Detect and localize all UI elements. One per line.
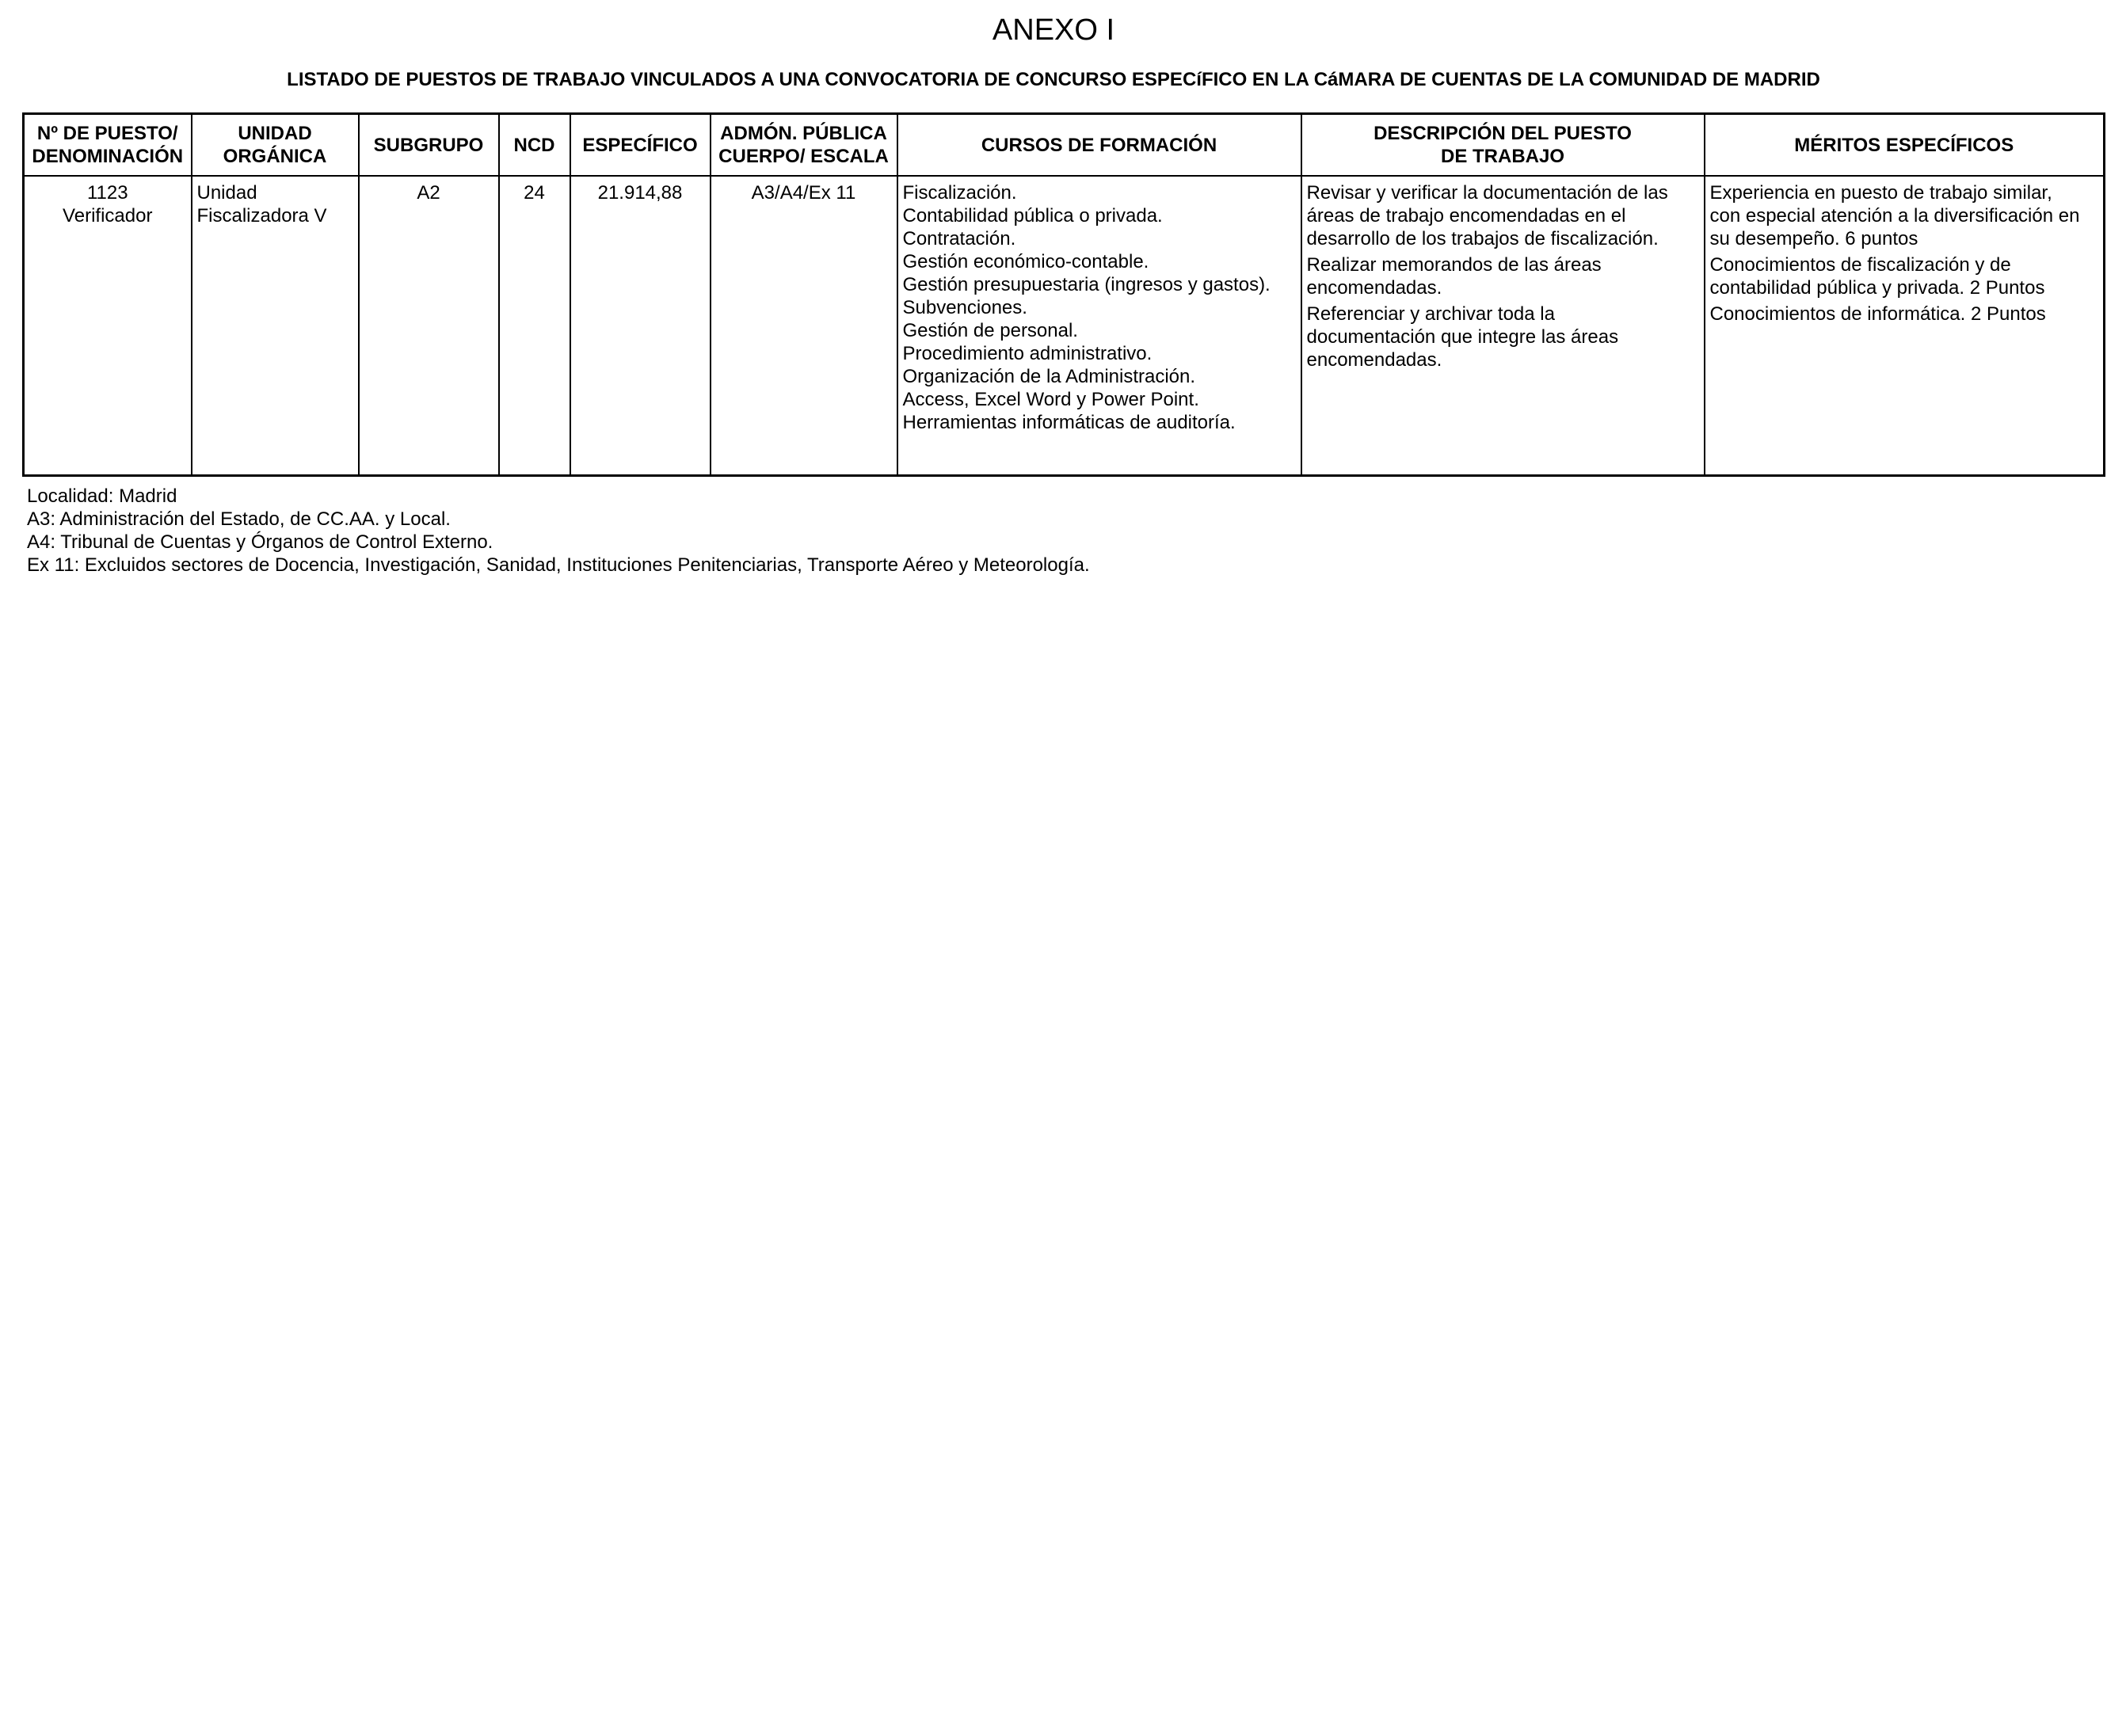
curso-item: Gestión presupuestaria (ingresos y gastos).: [902, 274, 1271, 295]
note-localidad: Localidad: Madrid: [27, 485, 177, 507]
header-descripcion-line: DE TRABAJO: [1440, 146, 1564, 167]
header-subgrupo: SUBGRUPO: [359, 114, 499, 177]
merito-line: Conocimientos de fiscalización y de: [1709, 254, 2011, 276]
curso-item: Subvenciones.: [902, 297, 1027, 318]
annex-title: ANEXO I: [992, 13, 1115, 47]
header-unidad-line: ORGÁNICA: [223, 146, 327, 167]
curso-item: Gestión económico-contable.: [902, 251, 1149, 272]
footnotes: [27, 485, 1090, 577]
header-admon: [711, 114, 897, 177]
header-descripcion-line: DESCRIPCIÓN DEL PUESTO: [1374, 123, 1632, 144]
table-header-row: [24, 114, 2105, 177]
merito-paragraph: [1710, 303, 2099, 326]
descripcion-line: encomendadas.: [1306, 349, 1442, 371]
curso-item: Contratación.: [902, 228, 1016, 249]
merito-paragraph: [1710, 181, 2099, 250]
note-a4: A4: Tribunal de Cuentas y Órganos de Control Externo.: [27, 531, 493, 553]
descripcion-line: encomendadas.: [1306, 277, 1442, 299]
cell-cursos: [897, 176, 1301, 476]
cell-admon: A3/A4/Ex 11: [711, 176, 897, 476]
descripcion-line: Realizar memorandos de las áreas: [1306, 254, 1602, 276]
descripcion-paragraph: [1307, 303, 1699, 371]
descripcion-line: Referenciar y archivar toda la: [1306, 303, 1555, 325]
document-subtitle: LISTADO DE PUESTOS DE TRABAJO VINCULADOS A UNA CONVOCATORIA DE CONCURSO ESPECíFICO EN LA CáMARA DE CUENTAS DE LA COMUNIDAD DE MADRID: [287, 69, 1820, 90]
table-row: [24, 176, 2105, 476]
descripcion-line: documentación que integre las áreas: [1306, 326, 1619, 348]
merito-paragraph: [1710, 253, 2099, 299]
curso-item: Herramientas informáticas de auditoría.: [902, 412, 1236, 433]
merito-line: Experiencia en puesto de trabajo similar,: [1709, 182, 2052, 204]
puesto-denominacion: Verificador: [63, 205, 153, 227]
header-cursos: CURSOS DE FORMACIÓN: [897, 114, 1301, 177]
cell-subgrupo: A2: [359, 176, 499, 476]
descripcion-paragraph: [1307, 181, 1699, 250]
puesto-numero: 1123: [86, 182, 128, 204]
header-admon-line: ADMÓN. PÚBLICA: [720, 123, 887, 144]
merito-line: con especial atención a la diversificación en: [1709, 205, 2080, 227]
job-posts-table: [22, 112, 2105, 477]
header-meritos: MÉRITOS ESPECÍFICOS: [1705, 114, 2105, 177]
descripcion-line: desarrollo de los trabajos de fiscalización.: [1306, 228, 1659, 249]
header-puesto-line: DENOMINACIÓN: [32, 146, 184, 167]
cell-meritos: [1705, 176, 2105, 476]
merito-line: su desempeño. 6 puntos: [1709, 228, 1918, 249]
descripcion-paragraph: [1307, 253, 1699, 299]
descripcion-line: áreas de trabajo encomendadas en el: [1306, 205, 1626, 227]
header-puesto-line: Nº DE PUESTO/: [36, 123, 178, 144]
cell-puesto: [24, 176, 192, 476]
header-puesto: [24, 114, 192, 177]
note-a3: A3: Administración del Estado, de CC.AA. y Local.: [27, 508, 451, 530]
header-descripcion: [1301, 114, 1705, 177]
unidad-line: Fiscalizadora V: [196, 205, 327, 227]
cell-ncd: 24: [499, 176, 570, 476]
header-admon-line: CUERPO/ ESCALA: [718, 146, 889, 167]
unidad-line: Unidad: [196, 182, 257, 204]
note-ex11: Ex 11: Excluidos sectores de Docencia, Investigación, Sanidad, Instituciones Penitenciarias, Transporte Aéreo y Meteorología.: [27, 554, 1090, 576]
header-unidad-line: UNIDAD: [238, 123, 312, 144]
curso-item: Fiscalización.: [902, 182, 1017, 204]
cell-descripcion: [1301, 176, 1705, 476]
cell-especifico: 21.914,88: [570, 176, 711, 476]
merito-line: Conocimientos de informática. 2 Puntos: [1709, 303, 2046, 325]
merito-line: contabilidad pública y privada. 2 Puntos: [1709, 277, 2045, 299]
header-ncd: NCD: [499, 114, 570, 177]
header-unidad: [192, 114, 359, 177]
descripcion-line: Revisar y verificar la documentación de las: [1306, 182, 1668, 204]
cell-unidad: [192, 176, 359, 476]
curso-item: Access, Excel Word y Power Point.: [902, 389, 1199, 410]
curso-item: Contabilidad pública o privada.: [902, 205, 1163, 227]
curso-item: Gestión de personal.: [902, 320, 1078, 341]
curso-item: Organización de la Administración.: [902, 366, 1196, 387]
header-especifico: ESPECÍFICO: [570, 114, 711, 177]
curso-item: Procedimiento administrativo.: [902, 343, 1153, 364]
